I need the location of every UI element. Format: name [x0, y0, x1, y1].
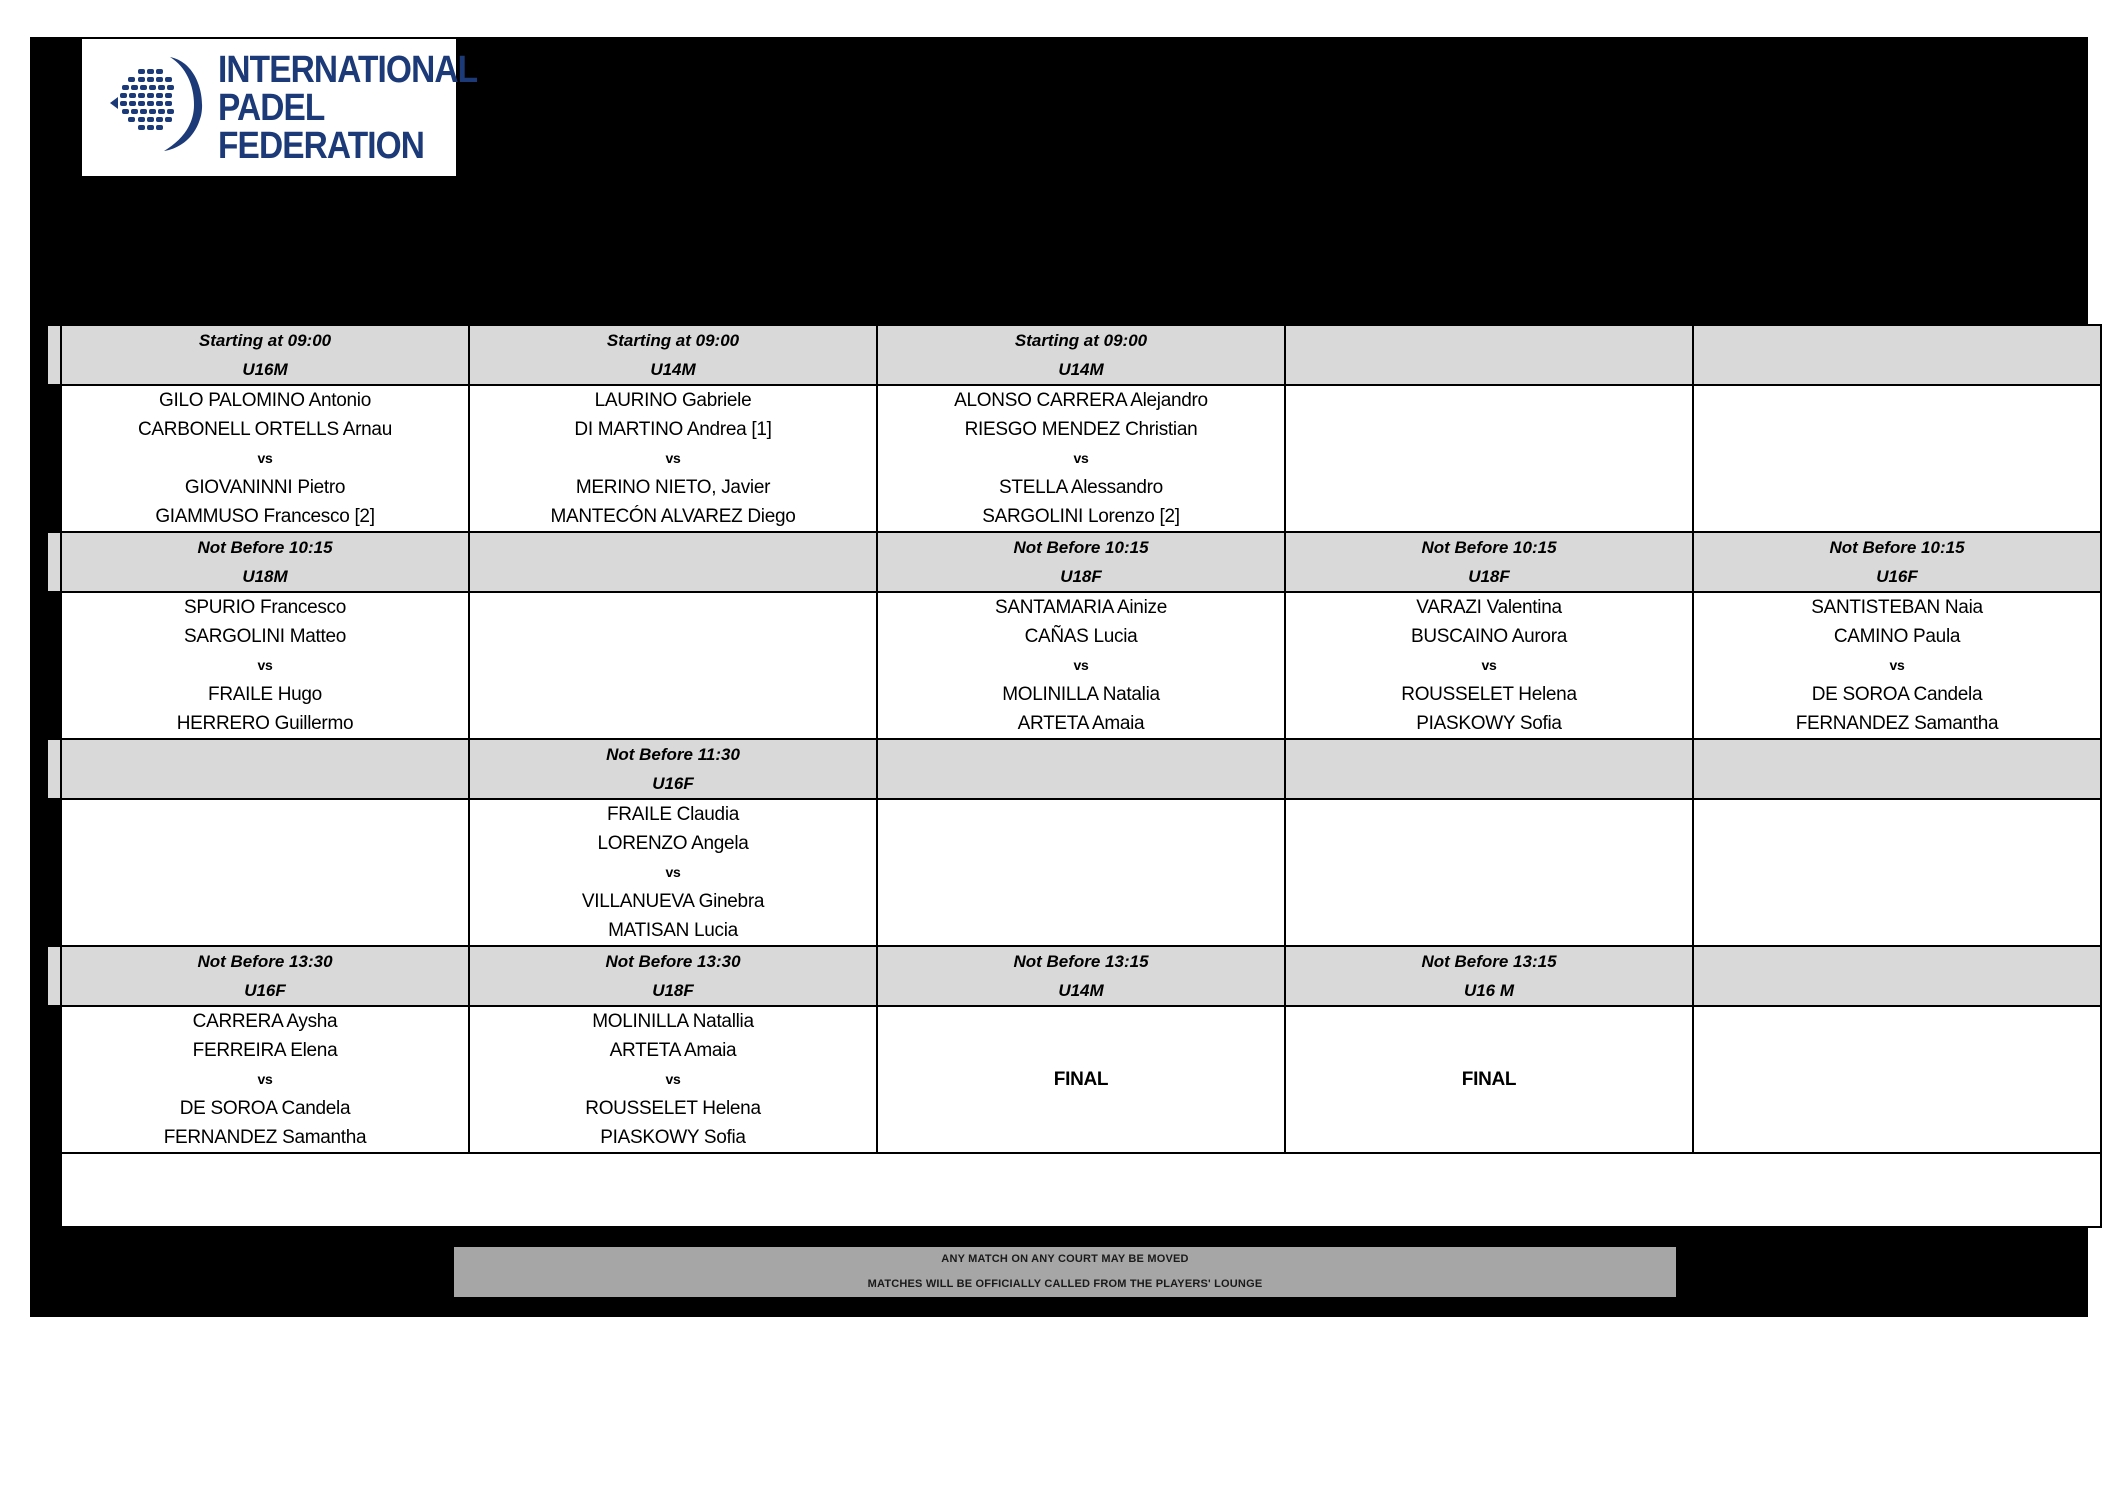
match-row [47, 1006, 2101, 1153]
category-label: U14M [650, 360, 696, 379]
start-time: Not Before 10:15 [1421, 538, 1557, 557]
player-name: RIESGO MENDEZ Christian [964, 419, 1198, 440]
player-name: PIASKOWY Sofia [600, 1127, 746, 1148]
match-row [47, 385, 2101, 532]
player-name: DI MARTINO Andrea [1] [574, 419, 772, 440]
match-cell [877, 385, 1285, 532]
match-cell [1285, 592, 1693, 739]
category-label: U18F [1060, 567, 1102, 586]
court-slot-header [1693, 739, 2101, 799]
start-time: Not Before 13:30 [197, 952, 333, 971]
player-name: HERRERO Guillermo [176, 713, 354, 734]
match-cell [469, 1006, 877, 1153]
player-name: MOLINILLA Natalia [1002, 684, 1160, 705]
court-slot-header [1285, 325, 1693, 385]
player-name: DE SOROA Candela [1811, 684, 1983, 705]
player-name: MOLINILLA Natallia [592, 1011, 754, 1032]
player-name: LAURINO Gabriele [594, 390, 752, 411]
player-name: FRAILE Hugo [208, 684, 322, 705]
start-time: Starting at 09:00 [198, 331, 332, 350]
player-name: VILLANUEVA Ginebra [581, 891, 765, 912]
match-cell [469, 799, 877, 946]
match-cell [1693, 385, 2101, 532]
match-cell [1693, 1006, 2101, 1153]
versus-label: vs [1073, 657, 1089, 673]
slot-header-row [47, 946, 2101, 1006]
match-cell [1285, 1006, 1693, 1153]
court-slot-header [61, 739, 469, 799]
start-time: Not Before 10:15 [197, 538, 333, 557]
match-cell [1693, 592, 2101, 739]
category-label: U14M [1058, 360, 1104, 379]
court-slot-header [61, 325, 469, 385]
row-marker [47, 385, 61, 532]
blank-spacer-row [47, 1153, 2101, 1227]
player-name: BUSCAINO Aurora [1411, 626, 1567, 647]
match-cell [469, 385, 877, 532]
court-slot-header [1285, 946, 1693, 1006]
court-slot-header [877, 739, 1285, 799]
footer-notice [454, 1247, 1676, 1297]
federation-name: INTERNATIONAL PADEL FEDERATION [218, 49, 478, 167]
versus-label: vs [665, 1071, 681, 1087]
versus-label: vs [257, 657, 273, 673]
category-label: U16F [244, 981, 286, 1000]
start-time: Not Before 10:15 [1013, 538, 1149, 557]
match-row [47, 799, 2101, 946]
player-name: MATISAN Lucia [608, 920, 738, 941]
row-marker [47, 1153, 61, 1227]
player-name: GIOVANINNI Pietro [184, 477, 346, 498]
player-name: SARGOLINI Lorenzo [2] [982, 506, 1180, 527]
blank-spacer-cell [61, 1153, 2101, 1227]
category-label: U16 M [1463, 981, 1515, 1000]
court-slot-header [1285, 739, 1693, 799]
start-time: Starting at 09:00 [1014, 331, 1148, 350]
player-name: SPURIO Francesco [183, 597, 347, 618]
player-name: LORENZO Angela [597, 833, 749, 854]
order-of-play-sheet [30, 37, 2088, 1317]
start-time: Not Before 13:30 [605, 952, 741, 971]
final-label: FINAL [1053, 1069, 1109, 1090]
versus-label: vs [665, 864, 681, 880]
match-cell [469, 592, 877, 739]
slot-header-row [47, 325, 2101, 385]
player-name: ARTETA Amaia [609, 1040, 737, 1061]
player-name: CARRERA Aysha [192, 1011, 338, 1032]
versus-label: vs [257, 450, 273, 466]
match-cell [61, 799, 469, 946]
match-cell [1285, 799, 1693, 946]
player-name: STELLA Alessandro [999, 477, 1163, 498]
court-slot-header [877, 325, 1285, 385]
player-name: FERNANDEZ Samantha [1795, 713, 1999, 734]
row-marker [47, 532, 61, 592]
category-label: U18M [242, 567, 288, 586]
slot-header-row [47, 739, 2101, 799]
schedule-table [46, 324, 2102, 1228]
category-label: U16F [1876, 567, 1918, 586]
category-label: U18F [652, 981, 694, 1000]
player-name: VARAZI Valentina [1416, 597, 1562, 618]
court-slot-header [61, 532, 469, 592]
player-name: CAMINO Paula [1833, 626, 1961, 647]
versus-label: vs [1889, 657, 1905, 673]
match-cell [61, 592, 469, 739]
player-name: ALONSO CARRERA Alejandro [954, 390, 1208, 411]
category-label: U16F [652, 774, 694, 793]
padel-racket-logo-icon [108, 53, 208, 153]
player-name: MERINO NIETO, Javier [575, 477, 771, 498]
player-name: PIASKOWY Sofia [1416, 713, 1562, 734]
court-slot-header [469, 739, 877, 799]
match-cell [877, 592, 1285, 739]
final-label: FINAL [1461, 1069, 1517, 1090]
court-slot-header [1693, 325, 2101, 385]
court-slot-header [61, 946, 469, 1006]
match-cell [877, 1006, 1285, 1153]
footer-line-2: MATCHES WILL BE OFFICIALLY CALLED FROM THE PLAYERS' LOUNGE [867, 1278, 1263, 1290]
player-name: GIAMMUSO Francesco [2] [155, 506, 375, 527]
row-marker [47, 592, 61, 739]
court-slot-header [469, 532, 877, 592]
player-name: FRAILE Claudia [606, 804, 740, 825]
court-slot-header [1693, 946, 2101, 1006]
match-cell [61, 385, 469, 532]
player-name: SANTISTEBAN Naia [1811, 597, 1983, 618]
player-name: CAÑAS Lucia [1024, 626, 1138, 647]
court-slot-header [877, 532, 1285, 592]
player-name: ROUSSELET Helena [1401, 684, 1577, 705]
row-marker [47, 946, 61, 1006]
start-time: Not Before 13:15 [1421, 952, 1557, 971]
versus-label: vs [1481, 657, 1497, 673]
player-name: CARBONELL ORTELLS Arnau [138, 419, 392, 440]
start-time: Not Before 13:15 [1013, 952, 1149, 971]
player-name: GILO PALOMINO Antonio [159, 390, 371, 411]
court-slot-header [1285, 532, 1693, 592]
category-label: U16M [242, 360, 288, 379]
player-name: FERNANDEZ Samantha [163, 1127, 367, 1148]
player-name: SANTAMARIA Ainize [995, 597, 1167, 618]
footer-line-1: ANY MATCH ON ANY COURT MAY BE MOVED [941, 1253, 1189, 1265]
match-cell [1693, 799, 2101, 946]
court-slot-header [469, 325, 877, 385]
category-label: U14M [1058, 981, 1104, 1000]
player-name: ARTETA Amaia [1017, 713, 1145, 734]
match-cell [61, 1006, 469, 1153]
court-slot-header [877, 946, 1285, 1006]
player-name: ROUSSELET Helena [585, 1098, 761, 1119]
row-marker [47, 799, 61, 946]
federation-logo [82, 39, 478, 176]
court-slot-header [1693, 532, 2101, 592]
row-marker [47, 325, 61, 385]
start-time: Not Before 11:30 [606, 745, 740, 764]
start-time: Starting at 09:00 [606, 331, 740, 350]
player-name: FERREIRA Elena [192, 1040, 338, 1061]
versus-label: vs [257, 1071, 273, 1087]
category-label: U18F [1468, 567, 1510, 586]
match-cell [1285, 385, 1693, 532]
versus-label: vs [1073, 450, 1089, 466]
versus-label: vs [665, 450, 681, 466]
player-name: SARGOLINI Matteo [183, 626, 347, 647]
row-marker [47, 739, 61, 799]
row-marker [47, 1006, 61, 1153]
player-name: MANTECÓN ALVAREZ Diego [550, 506, 796, 527]
slot-header-row [47, 532, 2101, 592]
match-cell [877, 799, 1285, 946]
player-name: DE SOROA Candela [179, 1098, 351, 1119]
start-time: Not Before 10:15 [1829, 538, 1965, 557]
match-row [47, 592, 2101, 739]
court-slot-header [469, 946, 877, 1006]
